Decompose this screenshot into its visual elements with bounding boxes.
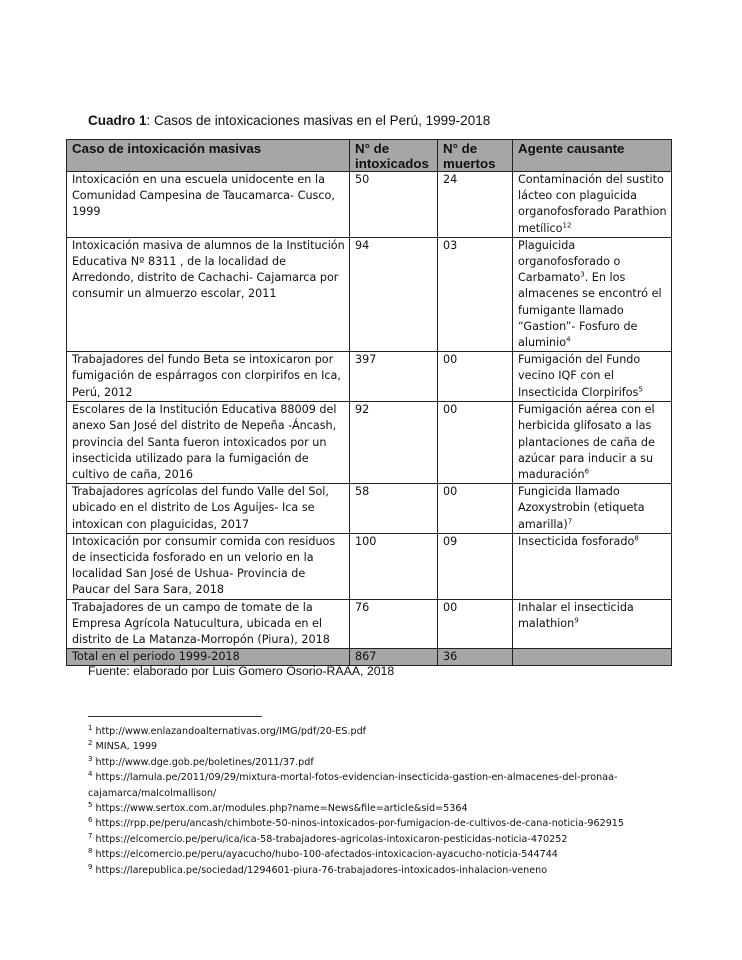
caption-text: : Casos de intoxicaciones masivas en el Perú, 1999-2018 xyxy=(146,113,491,128)
header-muertos: N° de muertos xyxy=(438,140,513,172)
cell-muertos: 00 xyxy=(438,352,513,402)
footnote-ref: 12 xyxy=(562,220,572,229)
cell-caso: Intoxicación en una escuela unidocente en la Comunidad Campesina de Taucamarca- Cusco, 1999 xyxy=(67,172,350,238)
footnote-number: 1 xyxy=(88,723,93,732)
footnote-number: 3 xyxy=(88,754,93,763)
footnote-ref: 3 xyxy=(580,270,585,279)
footnotes xyxy=(88,724,728,878)
cell-intoxicados: 100 xyxy=(350,533,438,599)
cell-agente xyxy=(513,533,672,599)
footnote xyxy=(88,770,728,785)
cell-agente xyxy=(513,172,672,238)
cell-agente xyxy=(513,237,672,351)
header-intoxicados: N° de intoxicados xyxy=(350,140,438,172)
footnote xyxy=(88,801,728,816)
agente-text: Insecticida fosforado xyxy=(518,534,635,548)
header-caso: Caso de intoxicación masivas xyxy=(67,140,350,172)
cell-intoxicados: 92 xyxy=(350,402,438,484)
cell-caso: Trabajadores del fundo Beta se intoxicaron por fumigación de espárragos con clorpirifos en Ica, Perú, 2012 xyxy=(67,352,350,402)
cell-agente xyxy=(513,402,672,484)
footnote-text: https://elcomercio.pe/peru/ayacucho/hubo-100-afectados-intoxicacion-ayacucho-noticia-544744 xyxy=(92,849,558,861)
table-row xyxy=(67,599,672,649)
footnote-number: 4 xyxy=(88,770,93,779)
footnote-text: https://larepublica.pe/sociedad/1294601-piura-76-trabajadores-intoxicados-inhalacion-veneno xyxy=(92,864,548,876)
cell-intoxicados: 76 xyxy=(350,599,438,649)
cell-muertos: 00 xyxy=(438,402,513,484)
agente-text-cont: . En los almacenes se encontró el fumigante llamado “Gastion”- Fosfuro de aluminio xyxy=(518,271,662,350)
agente-text: Fungicida llamado Azoxystrobin (etiqueta amarilla) xyxy=(518,485,645,531)
footnote-number: 8 xyxy=(88,847,93,856)
table-row xyxy=(67,237,672,351)
cell-agente xyxy=(513,352,672,402)
cell-caso: Trabajadores de un campo de tomate de la Empresa Agrícola Natucultura, ubicada en el distrito de La Matanza-Morropón (Piura), 2018 xyxy=(67,599,350,649)
total-muertos: 36 xyxy=(438,649,513,666)
header-agente: Agente causante xyxy=(513,140,672,172)
footnote-ref: 8 xyxy=(634,534,639,543)
footnote-number: 7 xyxy=(88,831,93,840)
cell-agente xyxy=(513,484,672,534)
footnote-number: 6 xyxy=(88,816,93,825)
agente-text: Fumigación del Fundo vecino IQF con el Insecticida Clorpirifos xyxy=(518,353,641,399)
footnote-continuation: cajamarca/malcolmallison/ xyxy=(88,787,217,799)
footnote-ref: 9 xyxy=(574,616,579,625)
footnote xyxy=(88,847,728,862)
agente-text: Inhalar el insecticida malathion xyxy=(518,600,634,630)
footnote xyxy=(88,816,728,831)
total-label: Total en el periodo 1999-2018 xyxy=(67,649,350,666)
cell-caso: Intoxicación por consumir comida con residuos de insecticida fosforado en un velorio en la localidad San José de Ushua- Provincia de Paucar del Sara Sara, 2018 xyxy=(67,533,350,599)
table-row xyxy=(67,484,672,534)
cell-muertos: 00 xyxy=(438,484,513,534)
footnote-text: http://www.enlazandoalternativas.org/IMG/pdf/20-ES.pdf xyxy=(92,726,367,737)
agente-text: Plaguicida organofosforado o Carbamato xyxy=(518,238,621,285)
cell-muertos: 00 xyxy=(438,599,513,649)
total-empty xyxy=(513,649,672,666)
cell-intoxicados: 397 xyxy=(350,352,438,402)
table-caption xyxy=(88,113,490,128)
footnote-ref: 7 xyxy=(567,516,573,525)
cell-caso: Intoxicación masiva de alumnos de la Institución Educativa Nº 8311 , de la localidad de Arredondo, distrito de Cachachi- Cajamarca por consumir un almuerzo escolar, 2011 xyxy=(67,237,350,351)
table-row xyxy=(67,172,672,238)
total-intoxicados: 867 xyxy=(350,649,438,666)
footnote-text: http://www.dge.gob.pe/boletines/2011/37.pdf xyxy=(92,756,314,768)
footnote-text: https://lamula.pe/2011/09/29/mixtura-mortal-fotos-evidencian-insecticida-gastion-en-almacenes-del-pronaa- xyxy=(92,772,618,784)
footnote xyxy=(88,755,728,770)
footnote xyxy=(88,724,728,739)
footnote xyxy=(88,863,728,878)
cell-caso: Escolares de la Institución Educativa 88009 del anexo San José del distrito de Nepeña -Áncash, provincia del Santa fueron intoxicados por un insecticida utilizado para la fumigación de cultivo de caña, 2016 xyxy=(67,402,350,484)
table-row xyxy=(67,533,672,599)
footnote-divider xyxy=(88,716,262,717)
footnote-number: 5 xyxy=(88,800,93,809)
footnote-text: https://elcomercio.pe/peru/ica/ica-58-trabajadores-agricolas-intoxicaron-pesticidas-noticia-470252 xyxy=(92,833,568,845)
footnote-number: 2 xyxy=(88,739,93,748)
footnote xyxy=(88,832,728,847)
table-row xyxy=(67,402,672,484)
cell-agente xyxy=(513,599,672,649)
agente-text: Contaminación del sustito lácteo con plaguicida organofosforado Parathion metílico xyxy=(518,173,667,235)
footnote-text: https://rpp.pe/peru/ancash/chimbote-50-ninos-intoxicados-por-fumigacion-de-cultivos-de-cana-noticia-962915 xyxy=(92,818,625,830)
footnote-ref: 5 xyxy=(638,384,643,393)
footnote-text: MINSA, 1999 xyxy=(92,741,158,753)
cell-intoxicados: 50 xyxy=(350,172,438,238)
footnote-ref: 6 xyxy=(584,467,590,476)
footnote xyxy=(88,739,728,754)
intoxication-table xyxy=(66,139,672,666)
agente-text: Fumigación aérea con el herbicida glifosato a las plantaciones de caña de azúcar para inducir a su maduración xyxy=(518,403,655,482)
source-note: Fuente: elaborado por Luis Gomero Osorio-RAAA, 2018 xyxy=(88,664,395,678)
table-row xyxy=(67,352,672,402)
footnote-ref: 4 xyxy=(566,335,571,344)
cell-muertos: 09 xyxy=(438,533,513,599)
cell-muertos: 24 xyxy=(438,172,513,238)
cell-intoxicados: 58 xyxy=(350,484,438,534)
cell-intoxicados: 94 xyxy=(350,237,438,351)
footnote-number: 9 xyxy=(88,862,93,871)
cell-muertos: 03 xyxy=(438,237,513,351)
cell-caso: Trabajadores agrícolas del fundo Valle del Sol, ubicado en el distrito de Los Aguijes- Ica se intoxican con plaguicidas, 2017 xyxy=(67,484,350,534)
table-header-row xyxy=(67,140,672,172)
footnote-text: https://www.sertox.com.ar/modules.php?name=News&file=article&sid=5364 xyxy=(92,803,468,815)
caption-label: Cuadro 1 xyxy=(88,113,147,128)
